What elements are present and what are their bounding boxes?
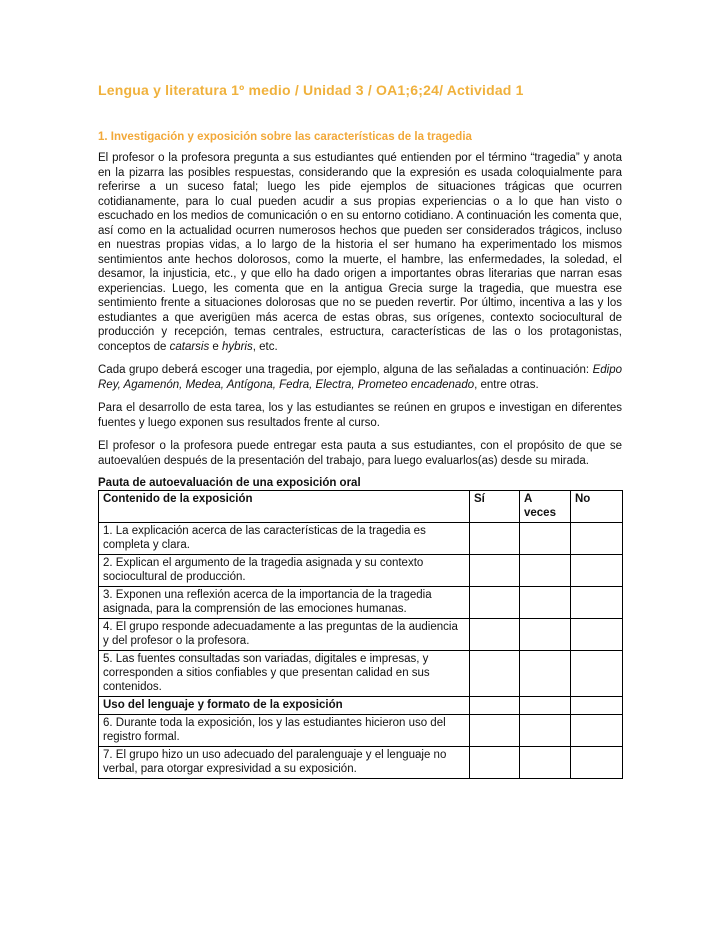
header-no: No — [571, 491, 623, 523]
criterion-cell: 5. Las fuentes consultadas son variadas, digitales e impresas, y corresponden a sitios confiables y que presentan calidad en sus contenidos. — [99, 651, 470, 697]
si-checkbox-cell — [470, 523, 520, 555]
header-a-veces: A veces — [520, 491, 571, 523]
table-row — [99, 555, 623, 587]
a-veces-checkbox-cell — [520, 619, 571, 651]
table-row — [99, 619, 623, 651]
text-run: El profesor o la profesora pregunta a sus estudiantes qué entienden por el término “tragedia” y anota en la pizarra las posibles respuestas, considerando que la expresión es usada coloquialmente para referirse a un suceso fatal; luego les pide ejemplos de situaciones trágicas que ocurren cotidianamente, para lo cual pueden acudir a sus propias experiencias o a lo que han visto o escuchado en los medios de comunicación o en su entorno cotidiano. A continuación les comenta que, así como en la actualidad ocurren numerosos hechos que pueden ser considerados trágicos, incluso en nuestras propias vidas, a lo largo de la historia el ser humano ha experimentado los mismos sentimientos ante hechos dolorosos, como la muerte, el hambre, las enfermedades, la soledad, el desamor, la injusticia, etc., y que ello ha dado origen a importantes obras literarias que narran esas experiencias. Luego, les comenta que en la antigua Grecia surge la tragedia, que muestra ese sentimiento frente a situaciones dolorosas que no se pueden revertir. Por último, incentiva a las y los estudiantes a que averigüen más acerca de estas obras, sus orígenes, contexto sociocultural de producción y recepción, temas centrales, estructura, características de las o los protagonistas, conceptos de — [98, 152, 622, 353]
header-contenido: Contenido de la exposición — [99, 491, 470, 523]
text-run: , entre otras. — [474, 378, 539, 391]
table-row — [99, 651, 623, 697]
no-checkbox-cell — [571, 555, 623, 587]
criterion-cell: 7. El grupo hizo un uso adecuado del paralenguaje y el lenguaje no verbal, para otorgar expresividad a su exposición. — [99, 747, 470, 779]
a-veces-checkbox-cell — [520, 523, 571, 555]
si-checkbox-cell — [470, 651, 520, 697]
no-checkbox-cell — [571, 619, 623, 651]
section-header-cell: Uso del lenguaje y formato de la exposición — [99, 697, 470, 715]
a-veces-checkbox-cell — [520, 651, 571, 697]
no-checkbox-cell — [571, 523, 623, 555]
table-row — [99, 715, 623, 747]
document-title: Lengua y literatura 1º medio / Unidad 3 / OA1;6;24/ Actividad 1 — [98, 82, 524, 98]
table-row — [99, 697, 623, 715]
activity-heading: 1. Investigación y exposición sobre las características de la tragedia — [98, 131, 472, 143]
table-row — [99, 523, 623, 555]
a-veces-checkbox-cell — [520, 587, 571, 619]
si-checkbox-cell — [470, 587, 520, 619]
a-veces-checkbox-cell — [520, 715, 571, 747]
no-checkbox-cell — [571, 715, 623, 747]
table-row — [99, 587, 623, 619]
criterion-cell: 6. Durante toda la exposición, los y las estudiantes hicieron uso del registro formal. — [99, 715, 470, 747]
paragraph — [98, 363, 622, 392]
paragraph — [98, 401, 622, 430]
no-checkbox-cell — [571, 697, 623, 715]
si-checkbox-cell — [470, 619, 520, 651]
text-run: , etc. — [252, 340, 278, 353]
criterion-cell: 4. El grupo responde adecuadamente a las preguntas de la audiencia y del profesor o la profesora. — [99, 619, 470, 651]
no-checkbox-cell — [571, 747, 623, 779]
body-paragraphs — [98, 151, 622, 468]
a-veces-checkbox-cell — [520, 747, 571, 779]
rubric-table-caption: Pauta de autoevaluación de una exposición oral — [98, 477, 361, 489]
text-run: Cada grupo deberá escoger una tragedia, por ejemplo, alguna de las señaladas a continuación: — [98, 364, 593, 376]
text-run: Edipo Rey, Agamenón, Medea, Antígona, Fedra, Electra, Prometeo encadenado — [98, 364, 622, 391]
text-run: hybris — [222, 340, 253, 353]
no-checkbox-cell — [571, 651, 623, 697]
paragraph — [98, 151, 622, 354]
si-checkbox-cell — [470, 697, 520, 715]
table-header — [99, 491, 623, 523]
a-veces-checkbox-cell — [520, 697, 571, 715]
header-si: Sí — [470, 491, 520, 523]
si-checkbox-cell — [470, 747, 520, 779]
criterion-cell: 2. Explican el argumento de la tragedia asignada y su contexto sociocultural de producción. — [99, 555, 470, 587]
text-run: catarsis — [169, 340, 210, 353]
si-checkbox-cell — [470, 715, 520, 747]
rubric-tbody — [99, 523, 623, 779]
paragraph — [98, 439, 622, 468]
text-run: e — [209, 340, 223, 353]
no-checkbox-cell — [571, 587, 623, 619]
si-checkbox-cell — [470, 555, 520, 587]
a-veces-checkbox-cell — [520, 555, 571, 587]
criterion-cell: 3. Exponen una reflexión acerca de la importancia de la tragedia asignada, para la comprensión de las emociones humanas. — [99, 587, 470, 619]
text-run: El profesor o la profesora puede entregar esta pauta a sus estudiantes, con el propósito de que se autoevalúen después de la presentación del trabajo, para luego evaluarlos(as) desde su mirada. — [98, 440, 622, 467]
table-header-row — [99, 491, 623, 523]
table-row — [99, 747, 623, 779]
criterion-cell: 1. La explicación acerca de las características de la tragedia es completa y clara. — [99, 523, 470, 555]
self-evaluation-table — [98, 490, 623, 779]
text-run: Para el desarrollo de esta tarea, los y las estudiantes se reúnen en grupos e investigan en diferentes fuentes y luego exponen sus resultados frente al curso. — [98, 402, 622, 429]
